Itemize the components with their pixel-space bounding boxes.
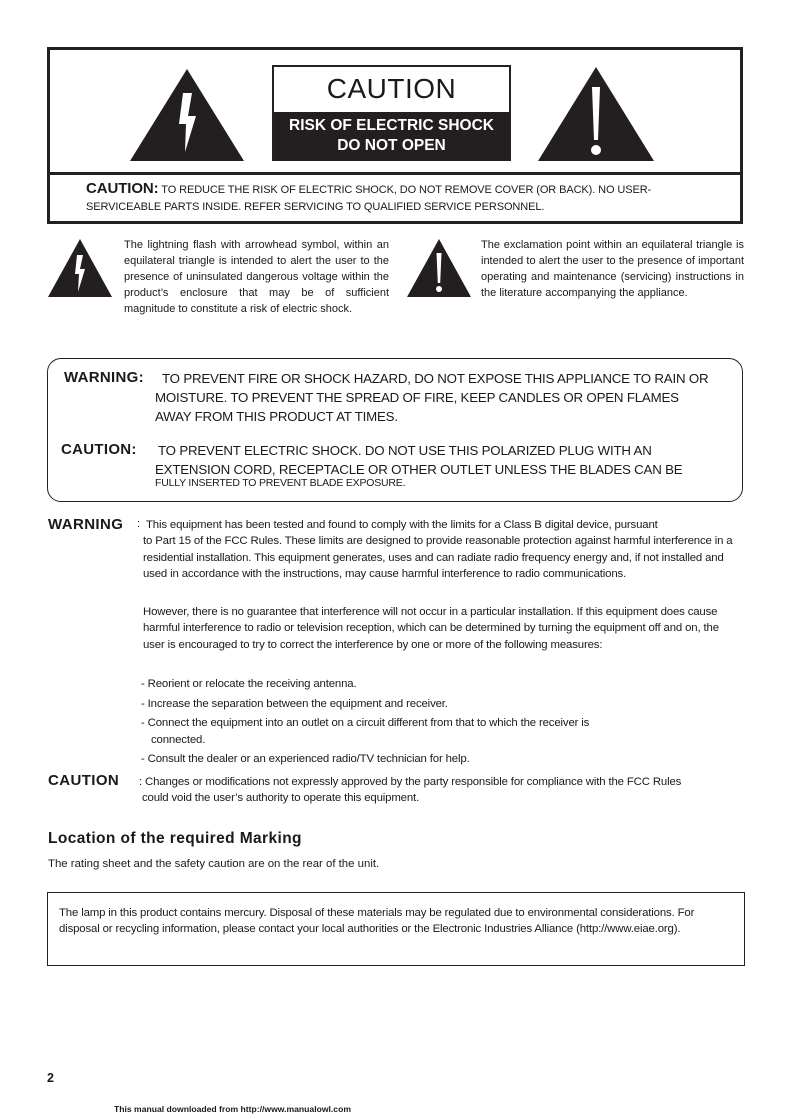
fcc-caution-lead: CAUTION xyxy=(48,772,120,789)
list-item-continued: connected. xyxy=(151,733,206,746)
location-text: The rating sheet and the safety caution are on the rear of the unit. xyxy=(48,858,380,870)
do-not-open-text: DO NOT OPEN xyxy=(337,137,446,154)
caution-frame-divider xyxy=(47,172,743,175)
mercury-notice-text: The lamp in this product contains mercury. Disposal of these materials may be regulated due to environmental considerations. For disposal or recycling information, please contact your local authorities or the Electronic Industries Alliance (http://www.eiae.org). xyxy=(59,907,695,936)
footer-note: This manual downloaded from http://www.manualowl.com xyxy=(114,1104,351,1114)
caution-title: CAUTION xyxy=(326,73,457,104)
list-item xyxy=(141,715,741,748)
plug-caution-line: EXTENSION CORD, RECEPTACLE OR OTHER OUTLET UNLESS THE BLADES CAN BE xyxy=(155,462,683,477)
fire-warning-line: TO PREVENT FIRE OR SHOCK HAZARD, DO NOT EXPOSE THIS APPLIANCE TO RAIN OR xyxy=(162,371,709,386)
page-number: 2 xyxy=(47,1071,54,1085)
top-caution-line1: TO REDUCE THE RISK OF ELECTRIC SHOCK, DO NOT REMOVE COVER (OR BACK). NO USER- xyxy=(161,184,652,196)
list-item: - Consult the dealer or an experienced radio/TV technician for help. xyxy=(141,753,470,766)
fcc-caution-text xyxy=(139,774,749,807)
fire-warning-line: AWAY FROM THIS PRODUCT AT TIMES. xyxy=(155,409,398,424)
plug-caution-line: FULLY INSERTED TO PREVENT BLADE EXPOSURE. xyxy=(155,477,406,489)
fire-warning-line: MOISTURE. TO PREVENT THE SPREAD OF FIRE, KEEP CANDLES OR OPEN FLAMES xyxy=(155,390,679,405)
lightning-symbol-icon xyxy=(47,238,113,298)
fcc-warning-colon: : xyxy=(137,518,141,530)
fcc-paragraph-rest: to Part 15 of the FCC Rules. These limits are designed to provide reasonable protection against harmful interference in a residential installation. This equipment generates, uses and can radiate radio frequency energy and, if not installed and used in accordance with the instructions, may cause harmful interference to radio communications. xyxy=(143,535,733,580)
electric-shock-warning-icon xyxy=(128,67,246,163)
caution-label-panel xyxy=(272,65,511,161)
section-heading: Location of the required Marking xyxy=(48,830,302,847)
exclamation-warning-icon xyxy=(536,65,656,163)
risk-of-shock-band xyxy=(274,112,509,159)
fcc-interference-paragraph: However, there is no guarantee that interference will not occur in a particular installation. If this equipment does cause harmful interference to radio or television reception, which can be determined by turning the equipment off and on, the user is encouraged to try to correct the interference by one or more of the following measures: xyxy=(143,606,719,651)
fcc-compliance-paragraph xyxy=(143,517,743,582)
plug-caution-lead: CAUTION: xyxy=(61,441,137,458)
top-caution-line2: SERVICEABLE PARTS INSIDE. REFER SERVICING TO QUALIFIED SERVICE PERSONNEL. xyxy=(86,201,545,213)
top-caution-lead: CAUTION: xyxy=(86,180,159,197)
fcc-caution-line1: : Changes or modifications not expressly approved by the party responsible for compliance with the FCC Rules xyxy=(139,776,682,788)
exclamation-symbol-icon xyxy=(406,238,472,298)
fcc-paragraph-first-line: This equipment has been tested and found to comply with the limits for a Class B digital device, pursuant xyxy=(146,519,658,531)
top-caution-notice xyxy=(86,180,726,216)
fcc-caution-line2: could void the user’s authority to operate this equipment. xyxy=(142,792,420,805)
interference-measures-list xyxy=(141,676,741,771)
list-item: - Increase the separation between the equipment and receiver. xyxy=(141,697,448,710)
risk-of-shock-text: RISK OF ELECTRIC SHOCK xyxy=(289,117,494,134)
fcc-warning-lead: WARNING xyxy=(48,516,124,533)
list-item-text: - Connect the equipment into an outlet on a circuit different from that to which the receiver is xyxy=(141,717,590,730)
plug-caution-line: TO PREVENT ELECTRIC SHOCK. DO NOT USE THIS POLARIZED PLUG WITH AN xyxy=(158,443,652,458)
lightning-symbol-description: The lightning flash with arrowhead symbol, within an equilateral triangle is intended to alert the user to the presence of uninsulated dangerous voltage within the product’s enclosure that may be of sufficient magnitude to constitute a risk of electric shock. xyxy=(124,239,389,315)
list-item: - Reorient or relocate the receiving antenna. xyxy=(141,678,357,690)
fire-warning-lead: WARNING: xyxy=(64,369,144,386)
exclamation-symbol-description: The exclamation point within an equilateral triangle is intended to alert the user to the presence of important operating and maintenance (servicing) instructions in the literature accompanying the appliance. xyxy=(481,239,744,299)
